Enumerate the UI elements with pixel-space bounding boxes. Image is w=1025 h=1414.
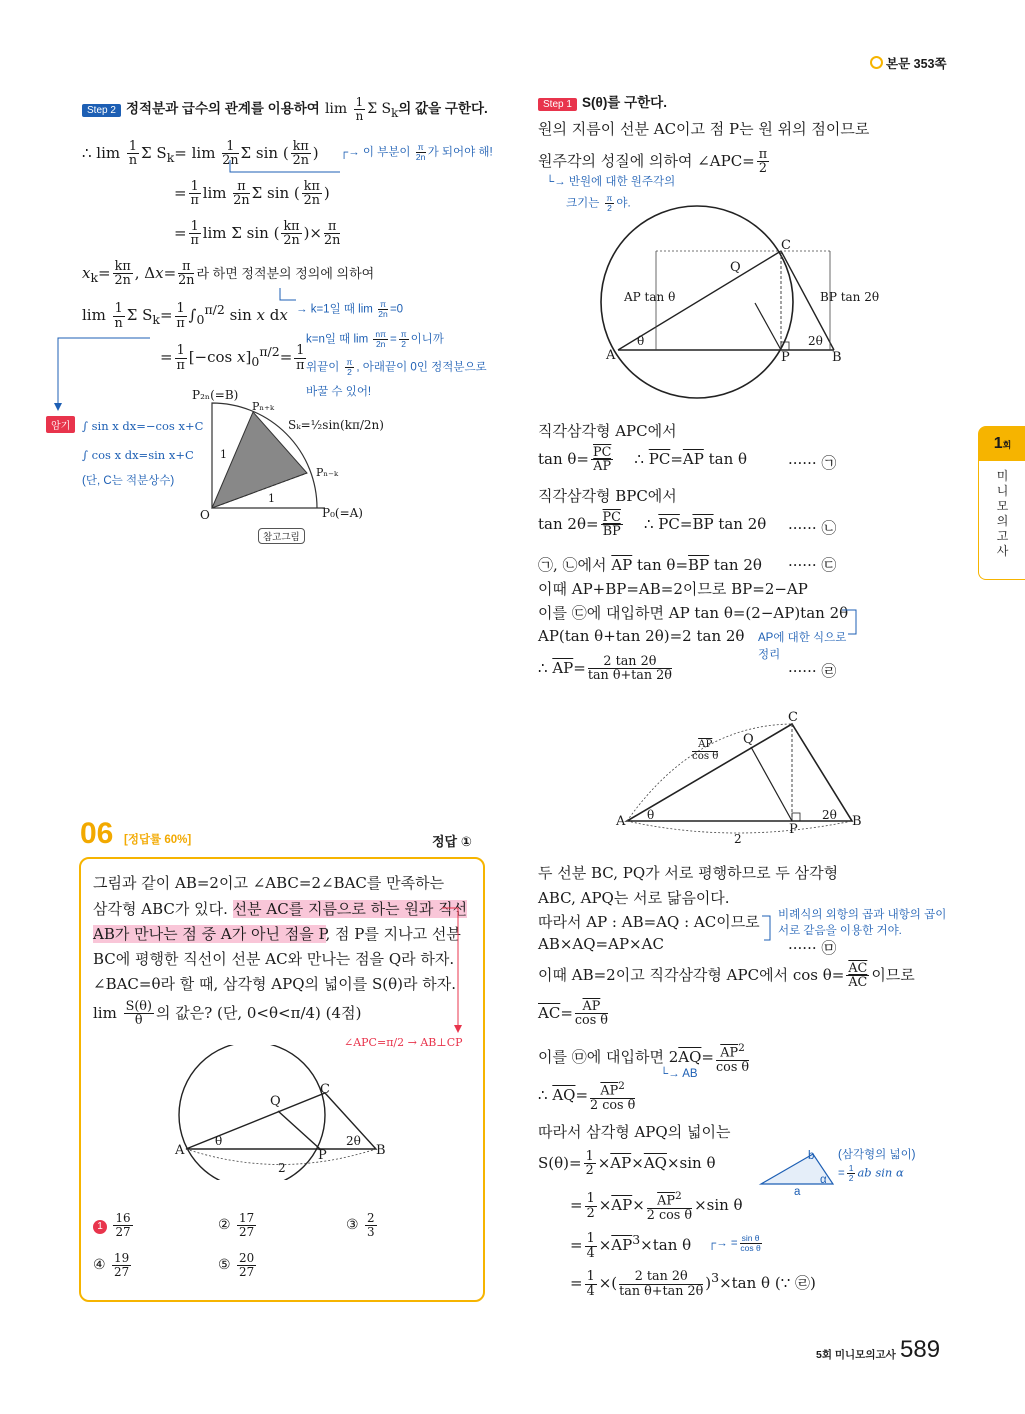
problem-highlight-bracket [440,905,470,1035]
eq-a-marker: ······ ㉠ [788,454,837,472]
note-inscribed-1: └→ 반원에 대한 원주각의 [546,176,676,188]
tri-label-two: 2 [734,832,742,846]
circle-label-two-theta: 2θ [808,334,823,348]
tri-label-ap-cos: $\frac{\overline{AP}}{\text{cos θ}}$ [692,739,719,762]
note-inscribed-2: 크기는 $\frac{\pi}{2}$ 야. [566,193,631,213]
right-line-1: 원의 지름이 선분 AC이고 점 P는 원 위의 점이므로 [538,120,870,138]
fig-label-pnk-top: Pₙ₊ₖ [252,400,274,413]
note-ratio-2: 서로 같음을 이용한 거야. [778,925,902,937]
step2-title-end: 의 값을 구한다. [398,101,488,116]
circle-figure [600,205,890,405]
problem-rate: [정답률 60%] [124,834,192,846]
fig-label-sk: Sₖ=½sin(kπ/2n) [288,418,384,432]
choice-3[interactable]: ③ $\frac{2}{3}$ [346,1211,375,1239]
area-line: 따라서 삼각형 APQ의 넓이는 [538,1123,731,1141]
problem-text-1: 그림과 같이 AB=2이고 ∠ABC=2∠BAC를 만족하는 [93,874,445,892]
sub-e-line: 이를 ㉤에 대입하면 $2\overline{AQ}=$ $\frac{\overline{AP}^2}{\text{cos θ}}$ [538,1041,750,1075]
memo-line-1: ∫ sin x dx=−cos x+C [82,419,204,433]
problem-label-a: A [175,1143,185,1158]
ab-two-line: 이때 AB=2이고 직각삼각형 APC에서 cos θ= $\frac{\overline{AC}}{AC}$ 이므로 [538,961,915,991]
tri-label-c: C [788,710,798,725]
circle-label-bp-tan: BP tan 2θ [820,290,880,304]
area-eq-4: = $\frac{1}{4}$ ×( $\frac{2 \tan 2\theta}{\text{tan θ+tan 2θ}}$ )$^3$×tan θ (∵ ㉣) [570,1269,816,1299]
problem-text-3: AB가 만나는 점 중 A가 아닌 점을 P, 점 P를 지나고 선분 [93,925,461,943]
sub-c-line: 이를 ㉢에 대입하면 AP tan θ=(2−AP)tan 2θ [538,604,849,622]
small-tri-a: a [794,1186,801,1198]
area-eq-2: = $\frac{1}{2}$ $\times\overline{AP}\times$ $\frac{\overline{AP}^2}{\text{2 cos θ}}$ ×sin θ [570,1189,743,1223]
problem-label-two: 2 [278,1161,286,1175]
note-bounds-2: 바꿀 수 있어! [306,386,372,398]
problem-text-6: lim $\frac{S(\theta)}{\theta}$ 의 값은? (단, 0<θ<π/4) (4점) [93,999,362,1029]
tri-label-p: P [789,822,798,837]
problem-text-2: 삼각형 ABC가 있다. 선분 AC를 지름으로 하는 원과 직선 [93,900,468,918]
circle-label-c: C [781,238,791,253]
fig-caption: 참고그림 [258,528,305,544]
parallel-line-2: ABC, APQ는 서로 닮음이다. [538,889,730,907]
note-ap-1: AP에 대한 식으로 [758,632,847,644]
tan-note: ┌→ = $\frac{\text{sin θ}}{\text{cos θ}}$ [708,1233,761,1253]
step1-badge: Step 1 [538,98,577,111]
eq-integral-result: = $\frac{1}{\pi}$ [−cos $x]_0^{\pi/2}=$ $\frac{1}{\pi}$ [160,343,305,373]
rearrange-line: AP(tan θ+tan 2θ)=2 tan 2θ [538,627,745,645]
ab-sum-line: 이때 AP+BP=AB=2이므로 BP=2−AP [538,580,808,598]
tri-label-b: B [852,814,862,829]
note-bounds: 위끝이 $\frac{\pi}{2}$ , 아래끝이 0인 정적분으로 [306,357,487,377]
problem-answer: 정답 ① [432,834,472,849]
eq-b-marker: ······ ㉡ [788,519,837,537]
choice-4[interactable]: ④ $\frac{19}{27}$ [93,1251,130,1279]
tri-label-a: A [616,814,626,829]
ref-dot-icon [870,56,883,69]
right-line-2: 원주각의 성질에 의하여 ∠APC= $\frac{\pi}{2}$ [538,147,768,177]
choice-1[interactable]: 1 $\frac{16}{27}$ [93,1212,135,1238]
problem-label-b: B [376,1143,386,1158]
step1-header [538,91,667,111]
circle-label-ap-tan: AP tan θ [624,290,676,304]
tri-label-two-theta: 2θ [822,808,837,822]
eq-limit-2: = $\frac{1}{\pi}$ lim $\frac{\pi}{2n}$ Σ sin ( $\frac{k\pi}{2n}$ ) [174,179,330,209]
problem-label-theta: θ [215,1134,223,1148]
circle-label-theta: θ [637,334,645,348]
circle-label-a: A [606,348,616,363]
tri-label-theta: θ [647,808,655,822]
problem-apc-note: ∠APC=π/2 → AB⊥CP [344,1036,463,1049]
step2-header: Step 2 정적분과 급수의 관계를 이용하여 lim $\frac{1}{n}$ Σ $S_k$의 값을 구한다. [82,96,488,122]
triangle-figure [615,715,865,845]
eq-d-marker: ······ ㉣ [788,662,837,680]
side-tab[interactable] [978,426,1025,580]
problem-number: 06 [80,817,114,850]
eq-integral: lim $\frac{1}{n}$ Σ $S_k=$ $\frac{1}{\pi}$ $\int_0^{\pi/2}$ sin x dx [82,301,288,331]
xk-definition: $x_k=$ $\frac{k\pi}{2n}$ , Δx= $\frac{\pi}{2n}$ 라 하면 정적분의 정의에 의하여 [82,259,375,289]
tri-label-q: Q [743,732,754,747]
ratio-line: 따라서 AP : AB=AQ : AC이므로 [538,913,760,931]
problem-label-p: P [318,1148,327,1163]
memo-line-3: (단, C는 적분상수) [82,475,175,487]
tan-2theta-eq: tan 2θ= $\frac{\overline{PC}}{BP}$ ∴ $\overline{PC}=\overline{BP}$ tan 2θ [538,510,767,540]
page-ref: 본문 353쪽 [870,54,947,72]
small-tri-alpha: α [820,1174,827,1186]
fig-label-p2n: P₂ₙ(=B) [192,388,239,402]
bpc-line: 직각삼각형 BPC에서 [538,487,677,505]
note-k1: → k=1일 때 lim $\frac{\pi}{2n}$ =0 [296,299,404,319]
side-tab-number: 1회 [979,427,1025,461]
ap-result: ∴ $\overline{AP}=$ $\frac{2 \tan 2\theta}{\text{tan θ+tan 2θ}}$ [538,654,672,684]
memo-badge: 암기 [46,416,75,433]
left-connector-lines [50,150,350,420]
parallel-line-1: 두 선분 BC, PQ가 서로 평행하므로 두 삼각형 [538,864,839,882]
circle-label-q: Q [730,260,741,275]
area-note: (삼각형의 넓이) [838,1149,916,1161]
eq-e-marker: ······ ㉤ [788,939,837,957]
circle-label-p: P [781,350,790,365]
prod-line: AB×AQ=AP×AC [538,935,664,953]
area-eq-1: S(θ)= $\frac{1}{2}$ $\times\overline{AP}\times\overline{AQ}\times\sin$ θ [538,1149,716,1179]
ac-eq: $\overline{AC}=$ $\frac{\overline{AP}}{\text{cos θ}}$ [538,999,608,1029]
step2-title: 정적분과 급수의 관계를 이용하여 [126,101,320,116]
note-kn: k=n일 때 lim $\frac{n\pi}{2n}$ = $\frac{\pi}{2}$ 이니까 [306,329,444,349]
note-ap-2: 정리 [758,649,781,661]
memo-line-2: ∫ cos x dx=sin x+C [82,448,194,462]
footer-page-number: 589 [900,1336,941,1363]
footer-label: 5회 미니모의고사 [816,1349,896,1361]
problem-label-two-theta: 2θ [346,1134,361,1148]
fig-label-o: O [200,508,210,522]
fig-label-p0: P₀(=A) [322,506,363,520]
xk-def-text: 라 하면 정적분의 정의에 의하여 [196,265,375,281]
fig-label-pnk-right: Pₙ₋ₖ [316,466,338,479]
eq-c-marker: ······ ㉢ [788,556,837,574]
fig-label-one-a: 1 [220,448,227,461]
problem-text-4: BC에 평행한 직선이 선분 AC와 만나는 점을 Q라 하자. [93,950,455,968]
problem-figure [170,1045,390,1180]
ratio-connector [760,912,780,948]
aq-result: ∴ $\overline{AQ}=$ $\frac{\overline{AP}^2}{\text{2 cos θ}}$ [538,1079,636,1113]
eq-limit-1: ∴ lim $\frac{1}{n}$ Σ $S_k= \lim$ $\frac{1}{2n}$ Σ sin ( $\frac{k\pi}{2n}$ ) [82,139,319,169]
note-denominator: ┌→ 이 부분이 $\frac{\pi}{2n}$ 가 되어야 해! [340,142,493,162]
problem-label-q: Q [270,1094,281,1109]
circle-label-b: B [832,350,842,365]
problem-label-c: C [320,1082,330,1097]
fig-label-one-b: 1 [268,492,275,505]
note-ab: └→ AB [660,1068,698,1080]
tan-theta-eq: tan θ= $\frac{\overline{PC}}{AP}$ ∴ $\overline{PC}=\overline{AP}$ tan θ [538,445,748,475]
step2-badge: Step 2 [82,104,121,117]
note-ratio-1: 비례식의 외항의 곱과 내항의 곱이 [778,909,947,921]
area-eq-3: = $\frac{1}{4}$ $\times\overline{AP}^3\times\tan$ θ [570,1231,692,1261]
choice-2[interactable]: ② $\frac{17}{27}$ [218,1211,255,1239]
from-ab-line: ㉠, ㉡에서 $\overline{AP}$ $\tan \theta=\overline{BP}$ tan 2θ [538,556,762,574]
side-tab-title: 미 니 모 의 고 사 [996,469,1009,558]
apc-line: 직각삼각형 APC에서 [538,422,677,440]
choice-5[interactable]: ⑤ $\frac{20}{27}$ [218,1251,255,1279]
small-tri-b: b [808,1150,815,1162]
step1-title: S(θ)를 구한다. [582,95,667,110]
area-formula: = $\frac{1}{2}$ ab sin α [838,1163,904,1183]
choice-1-marker: 1 [93,1220,107,1234]
problem-text-5: ∠BAC=θ라 할 때, 삼각형 APQ의 넓이를 S(θ)라 하자. [93,975,457,993]
eq-limit-3: = $\frac{1}{\pi}$ lim Σ sin ( $\frac{k\pi}{2n}$ )× $\frac{\pi}{2n}$ [174,219,341,249]
